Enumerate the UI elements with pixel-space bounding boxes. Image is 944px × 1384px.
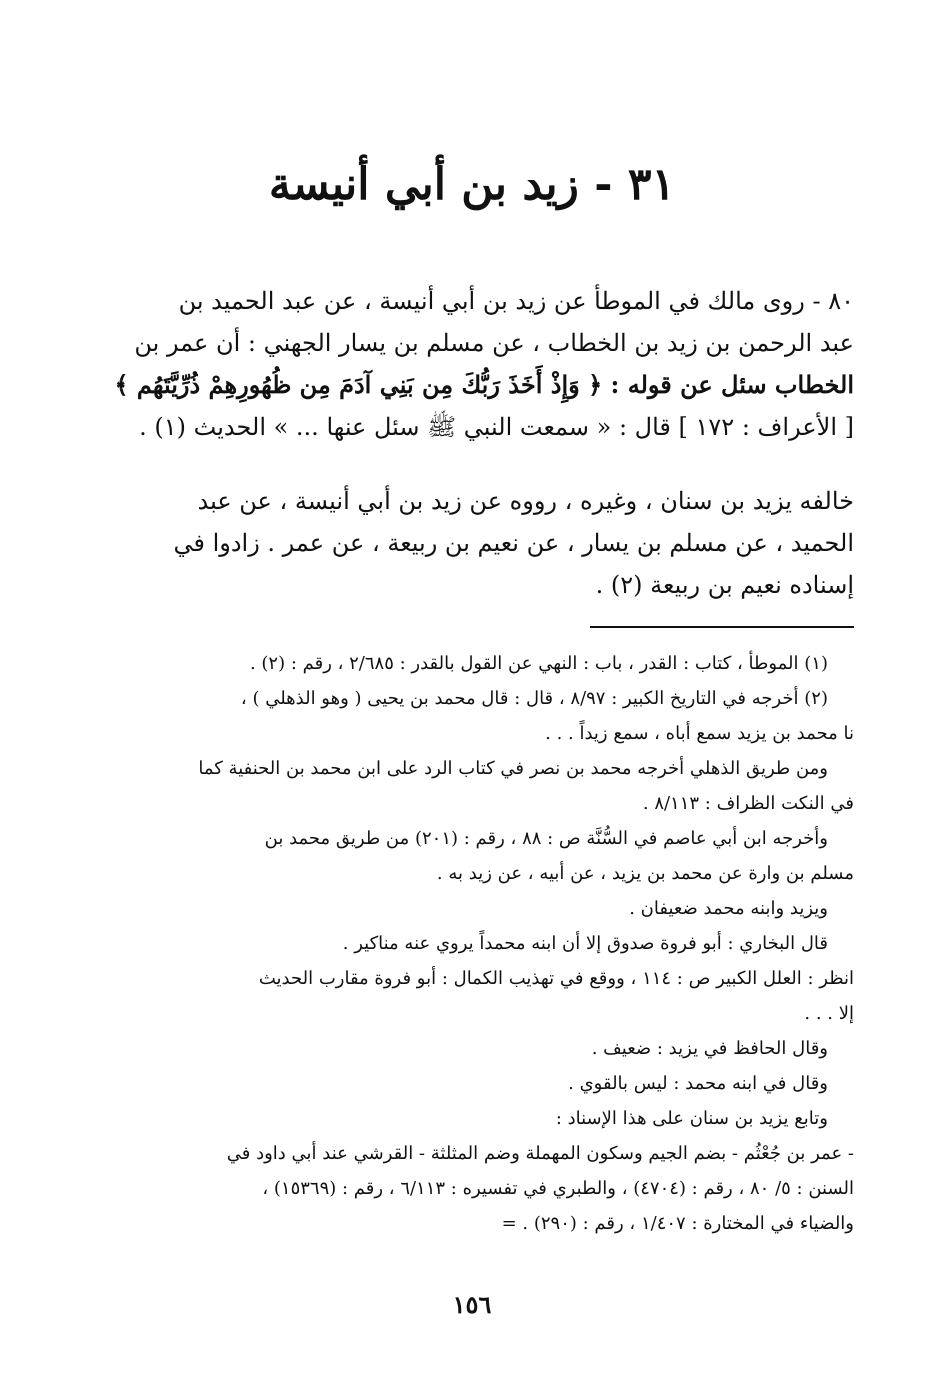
chapter-title: ٣١ - زيد بن أبي أنيسة (268, 159, 676, 210)
footnote-line: والضياء في المختارة : ١/٤٠٧ ، رقم : (٢٩٠) . = (501, 1213, 854, 1234)
page-number: ١٥٦ (452, 1290, 492, 1319)
text-line: إسناده نعيم بن ربيعة (٢) . (595, 571, 854, 599)
footnote-line: ومن طريق الذهلي أخرجه محمد بن نصر في كتاب الرد على ابن محمد بن الحنفية كما (198, 758, 828, 779)
footnote-line: إلا . . . (804, 1003, 854, 1024)
text-line: خالفه يزيد بن سنان ، وغيره ، رووه عن زيد بن أبي أنيسة ، عن عبد (197, 487, 854, 515)
footnote-line: وأخرجه ابن أبي عاصم في السُّنَّة ص : ٨٨ ، رقم : (٢٠١) من طريق محمد بن (264, 828, 828, 849)
footnote-line: نا محمد بن يزيد سمع أباه ، سمع زيداً . . . (545, 723, 854, 744)
footnote-line: (٢) أخرجه في التاريخ الكبير : ٨/٩٧ ، قال : قال محمد بن يحيى ( وهو الذهلي ) ، (240, 688, 828, 709)
footnote-line: في النكت الظراف : ٨/١١٣ . (642, 793, 854, 814)
footnote-line: انظر : العلل الكبير ص : ١١٤ ، ووقع في تهذيب الكمال : أبو فروة مقارب الحديث (258, 968, 854, 989)
quran-verse-line: الخطاب سئل عن قوله : ﴿ وَإِذْ أَخَذَ رَبُّكَ مِن بَنِي آدَمَ مِن ظُهُورِهِمْ ذُرِّيَّتَهُم ﴾ (114, 370, 854, 399)
text-line: ٨٠ - روى مالك في الموطأ عن زيد بن أبي أنيسة ، عن عبد الحميد بن (178, 287, 854, 315)
footnotes (110, 646, 854, 1241)
footnote-line: السنن : ٥/ ٨٠ ، رقم : (٤٧٠٤) ، والطبري في تفسيره : ٦/١١٣ ، رقم : (١٥٣٦٩) ، (262, 1178, 854, 1199)
paragraph-dissent (110, 480, 854, 606)
text-line: الحميد ، عن مسلم بن يسار ، عن نعيم بن ربيعة ، عن عمر . زادوا في (173, 529, 854, 557)
footnote-line: وقال الحافظ في يزيد : ضعيف . (591, 1038, 828, 1059)
footnote-line: (١) الموطأ ، كتاب : القدر ، باب : النهي عن القول بالقدر : ٢/٦٨٥ ، رقم : (٢) . (249, 653, 828, 674)
footnote-line: وتابع يزيد بن سنان على هذا الإسناد : (555, 1108, 828, 1129)
footnote-line: - عمر بن جُعْثُم - بضم الجيم وسكون المهملة وضم المثلثة - القرشي عند أبي داود في (226, 1143, 854, 1164)
paragraph-80 (110, 280, 854, 448)
footnote-line: وقال في ابنه محمد : ليس بالقوي . (568, 1073, 828, 1094)
footnote-divider (590, 626, 854, 628)
text-line: عبد الرحمن بن زيد بن الخطاب ، عن مسلم بن يسار الجهني : أن عمر بن (134, 329, 854, 357)
footnote-line: ويزيد وابنه محمد ضعيفان . (629, 898, 828, 919)
footnote-line: قال البخاري : أبو فروة صدوق إلا أن ابنه محمداً يروي عنه مناكير . (342, 933, 828, 954)
text-line: [ الأعراف : ١٧٢ ] قال : « سمعت النبي ﷺ سئل عنها ... » الحديث (١) . (139, 413, 854, 441)
footnote-line: مسلم بن وارة عن محمد بن يزيد ، عن أبيه ، عن زيد به . (436, 863, 854, 884)
